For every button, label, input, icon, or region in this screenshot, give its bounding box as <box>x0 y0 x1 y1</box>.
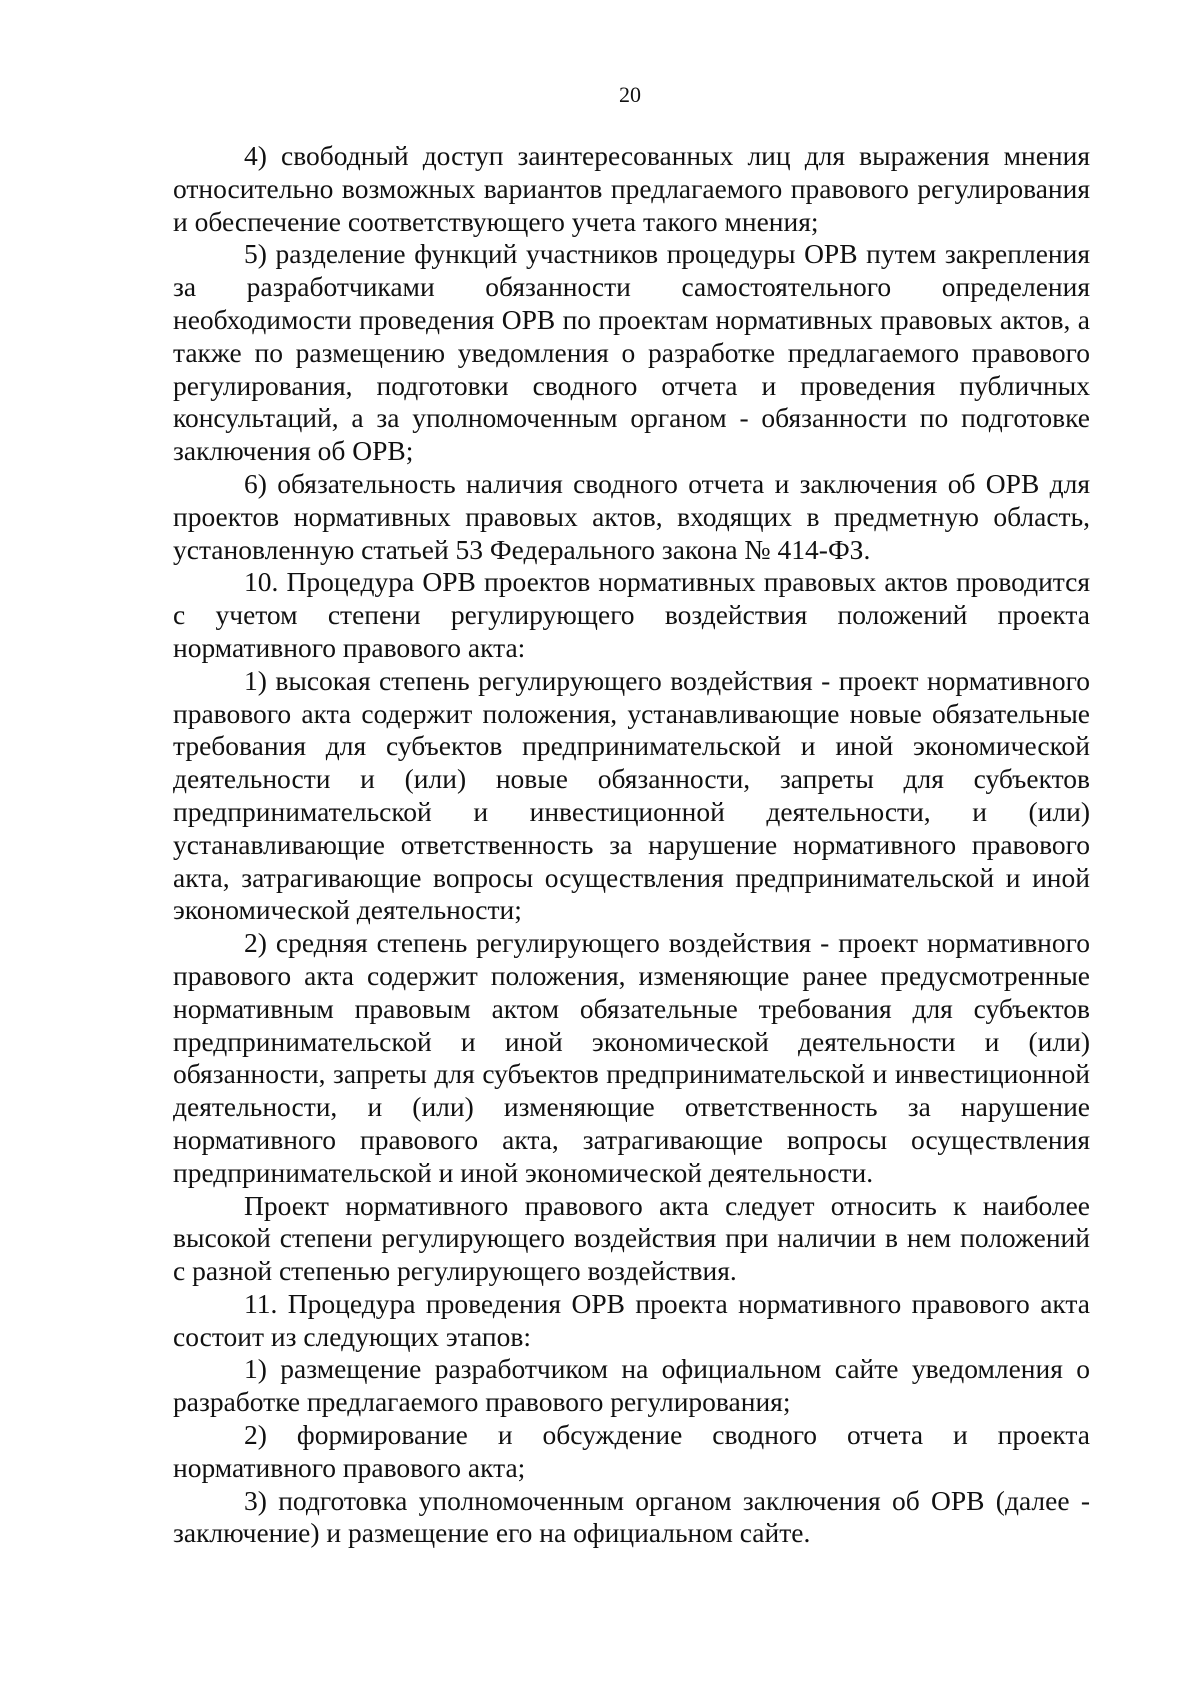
document-body <box>173 140 1090 1550</box>
paragraph-clause-10: 10. Процедура ОРВ проектов нормативных правовых актов проводится с учетом степени регулирующего воздействия положений проекта нормативного правового акта: <box>173 566 1090 663</box>
paragraph-clause-11: 11. Процедура проведения ОРВ проекта нормативного правового акта состоит из следующих этапов: <box>173 1287 1090 1352</box>
paragraph-high-degree: 1) высокая степень регулирующего воздействия - проект нормативного правового акта содержит положения, устанавливающие новые обязательные требования для субъектов предпринимательской и иной экономической деятельности и (или) новые обязанности, запреты для субъектов предпринимательской и инвестиционной деятельности, и (или) устанавливающие ответственность за нарушение нормативного правового акта, затрагивающие вопросы осуществления предпринимательской и иной экономической деятельности; <box>173 664 1090 926</box>
paragraph-item-5-division-of-functions: 5) разделение функций участников процедуры ОРВ путем закрепления за разработчиками обязанности самостоятельного определения необходимости проведения ОРВ по проектам нормативных правовых актов, а также по размещению уведомления о разработке предлагаемого правового регулирования, подготовки сводного отчета и проведения публичных консультаций, а за уполномоченным органом - обязанности по подготовке заключения об ОРВ; <box>173 238 1090 467</box>
page-number: 20 <box>619 82 641 107</box>
paragraph-stage-3: 3) подготовка уполномоченным органом заключения об ОРВ (далее - заключение) и размещение его на официальном сайте. <box>173 1484 1090 1549</box>
paragraph-stage-1: 1) размещение разработчиком на официальном сайте уведомления о разработке предлагаемого правового регулирования; <box>173 1353 1090 1418</box>
paragraph-item-6-mandatory-report: 6) обязательность наличия сводного отчета и заключения об ОРВ для проектов нормативных правовых актов, входящих в предметную область, установленную статьей 53 Федерального закона № 414-ФЗ. <box>173 467 1090 565</box>
paragraph-item-4-open-access: 4) свободный доступ заинтересованных лиц для выражения мнения относительно возможных вариантов предлагаемого правового регулирования и обеспечение соответствующего учета такого мнения; <box>173 140 1090 237</box>
paragraph-degree-rule: Проект нормативного правового акта следует относить к наиболее высокой степени регулирующего воздействия при наличии в нем положений с разной степенью регулирующего воздействия. <box>173 1189 1090 1287</box>
paragraph-stage-2: 2) формирование и обсуждение сводного отчета и проекта нормативного правового акта; <box>173 1419 1090 1483</box>
paragraph-medium-degree: 2) средняя степень регулирующего воздействия - проект нормативного правового акта содержит положения, изменяющие ранее предусмотренные нормативным правовым актом обязательные требования для субъектов предпринимательской и иной экономической деятельности и (или) обязанности, запреты для субъектов предпринимательской и инвестиционной деятельности, и (или) изменяющие ответственность за нарушение нормативного правового акта, затрагивающие вопросы осуществления предпринимательской и иной экономической деятельности. <box>173 927 1090 1188</box>
